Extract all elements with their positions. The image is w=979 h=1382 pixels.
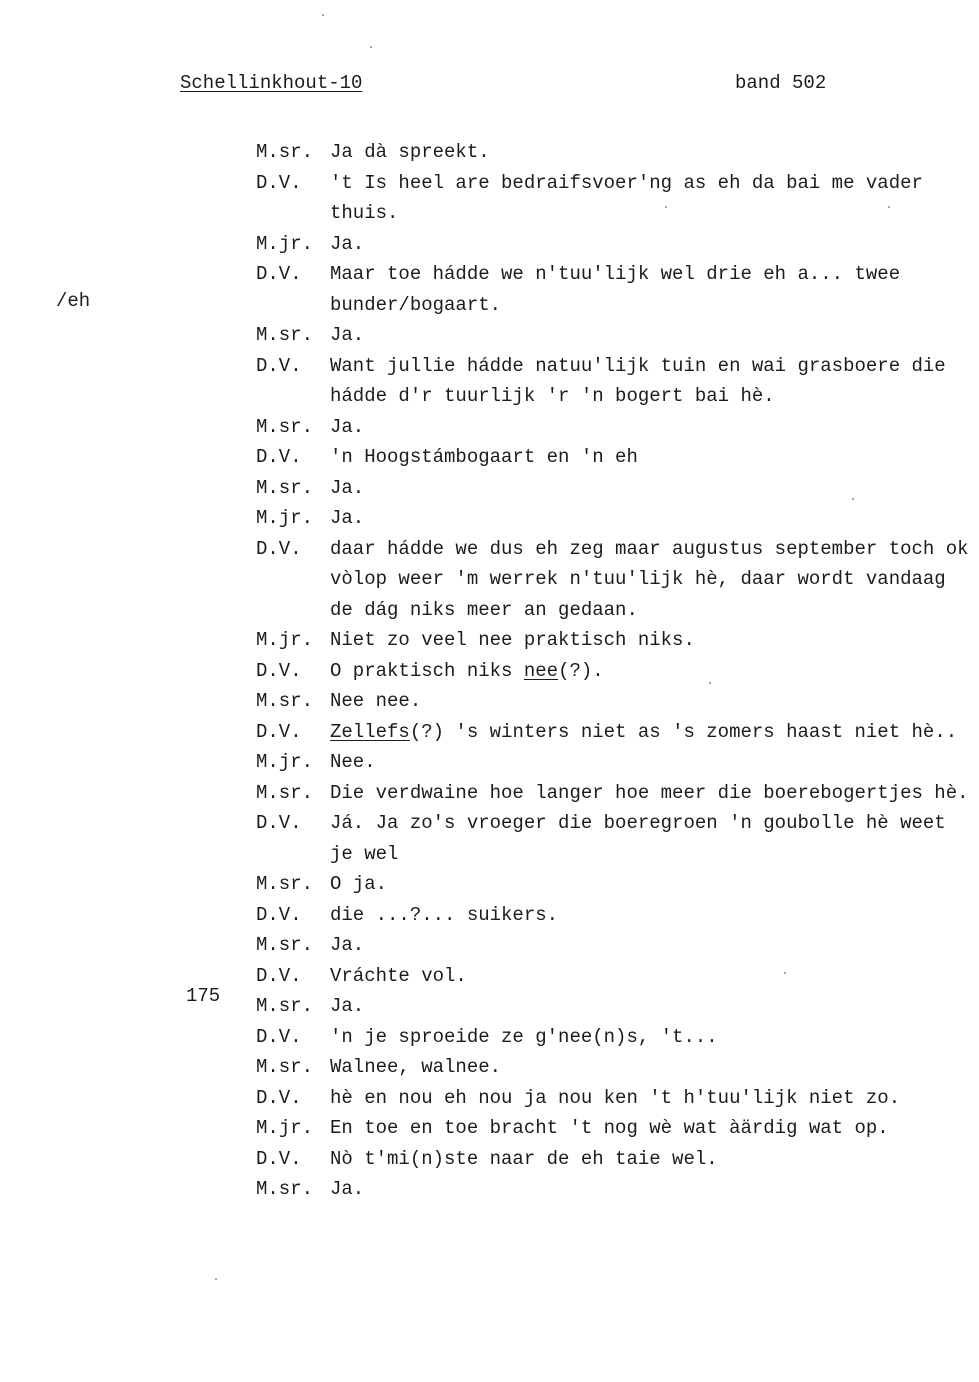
utterance-text bbox=[330, 717, 971, 748]
transcript-turn bbox=[256, 961, 971, 992]
speaker-label: D.V. bbox=[256, 537, 302, 560]
line-number: 175 bbox=[186, 985, 221, 1007]
speaker-label: D.V. bbox=[256, 171, 302, 194]
transcript-turn bbox=[256, 930, 971, 961]
scan-speck bbox=[322, 14, 324, 16]
speaker-label: D.V. bbox=[256, 1147, 302, 1170]
utterance-text: Ja. bbox=[330, 934, 365, 956]
speaker-label: M.jr. bbox=[256, 629, 314, 651]
speaker-label: M.sr. bbox=[256, 873, 314, 895]
scan-speck bbox=[709, 682, 711, 684]
speaker-label: M.sr. bbox=[256, 1056, 314, 1078]
utterance-text: Want jullie hádde natuu'lijk tuin en wai grasboere die hádde d'r tuurlijk 'r 'n bogert bai hè. bbox=[330, 354, 946, 407]
speaker-label: M.sr. bbox=[256, 1178, 314, 1200]
transcript-turn bbox=[256, 1052, 971, 1083]
transcript-turn bbox=[256, 351, 971, 412]
transcript-turn bbox=[256, 1144, 971, 1175]
utterance-text: Nò t'mi(n)ste naar de eh taie wel. bbox=[330, 1147, 718, 1170]
speaker-label: D.V. bbox=[256, 659, 302, 682]
speaker-label: M.sr. bbox=[256, 415, 314, 438]
speaker-label: D.V. bbox=[256, 903, 302, 926]
utterance-text: Já. Ja zo's vroeger die boeregroen 'n goubolle hè weet je wel bbox=[330, 812, 946, 865]
transcript-turn bbox=[256, 686, 971, 717]
utterance-text-post: (?). bbox=[558, 659, 604, 682]
transcript-turn bbox=[256, 137, 971, 168]
transcript-turn bbox=[256, 991, 971, 1022]
utterance-text: Ja. bbox=[330, 476, 365, 499]
transcript-turn bbox=[256, 869, 971, 900]
transcript-turn bbox=[256, 442, 971, 473]
speaker-label: M.sr. bbox=[256, 141, 314, 163]
speaker-label: D.V. bbox=[256, 446, 302, 468]
utterance-text: En toe en toe bracht 't nog wè wat àärdig wat op. bbox=[330, 1117, 889, 1139]
utterance-text: Ja. bbox=[330, 1178, 365, 1200]
scan-speck bbox=[370, 46, 372, 48]
transcript-turn bbox=[256, 747, 971, 778]
transcript-turn bbox=[256, 473, 971, 504]
utterance-text: Nee nee. bbox=[330, 690, 422, 712]
utterance-text: hè en nou eh nou ja nou ken 't h'tuu'lijk niet zo. bbox=[330, 1086, 901, 1109]
speaker-label: D.V. bbox=[256, 1086, 302, 1109]
transcript-turn bbox=[256, 259, 971, 320]
utterance-text: Nee. bbox=[330, 751, 376, 773]
transcript-turn bbox=[256, 1083, 971, 1114]
scan-speck bbox=[784, 972, 786, 974]
speaker-label: M.sr. bbox=[256, 934, 314, 956]
utterance-text: O ja. bbox=[330, 873, 388, 895]
header-left: Schellinkhout-10 bbox=[180, 72, 363, 94]
transcript-turn bbox=[256, 1022, 971, 1053]
utterance-text: Ja. bbox=[330, 324, 365, 346]
utterance-text bbox=[330, 656, 971, 687]
utterance-text: Ja. bbox=[330, 232, 365, 255]
transcript-turn bbox=[256, 320, 971, 351]
margin-note: /eh bbox=[56, 290, 91, 312]
transcript-turn bbox=[256, 1174, 971, 1205]
utterance-text: Maar toe hádde we n'tuu'lijk wel drie eh a... twee bunder/bogaart. bbox=[330, 263, 901, 316]
utterance-text: Walnee, walnee. bbox=[330, 1056, 502, 1078]
transcript-turn bbox=[256, 900, 971, 931]
transcript-turn bbox=[256, 808, 971, 869]
transcript-turn bbox=[256, 503, 971, 534]
speaker-label: M.sr. bbox=[256, 690, 314, 712]
speaker-label: M.jr. bbox=[256, 1117, 314, 1139]
speaker-label: M.sr. bbox=[256, 476, 314, 499]
utterance-text: 'n Hoogstámbogaart en 'n eh bbox=[330, 446, 638, 468]
utterance-text: Ja dà spreekt. bbox=[330, 141, 490, 163]
utterance-text: 't Is heel are bedraifsvoer'ng as eh da bai me vader thuis. bbox=[330, 171, 923, 224]
utterance-underlined: nee bbox=[523, 659, 559, 682]
utterance-text-post: (?) 's winters niet as 's zomers haast niet hè.. bbox=[409, 720, 958, 743]
transcript-turn bbox=[256, 412, 971, 443]
header-right: band 502 bbox=[735, 72, 827, 94]
transcript-turn bbox=[256, 717, 971, 748]
transcript-turn bbox=[256, 229, 971, 260]
speaker-label: M.sr. bbox=[256, 781, 314, 804]
transcript-turn bbox=[256, 778, 971, 809]
utterance-text: Ja. bbox=[330, 415, 365, 438]
speaker-label: D.V. bbox=[256, 1025, 302, 1048]
utterance-underlined: Zellefs bbox=[330, 720, 410, 743]
utterance-text: Ja. bbox=[330, 507, 365, 529]
utterance-text: Niet zo veel nee praktisch niks. bbox=[330, 629, 695, 651]
utterance-text: Die verdwaine hoe langer hoe meer die boerebogertjes hè. bbox=[330, 781, 969, 804]
utterance-text: daar hádde we dus eh zeg maar augustus september toch ok vòlop weer 'm werrek n'tuu'lijk hè, daar wordt vandaag de dág niks meer an gedaan. bbox=[330, 537, 969, 621]
scan-speck bbox=[215, 1278, 217, 1280]
utterance-text: Ja. bbox=[330, 995, 365, 1017]
scan-speck bbox=[888, 206, 890, 208]
transcript-turn bbox=[256, 1113, 971, 1144]
speaker-label: D.V. bbox=[256, 964, 302, 987]
transcript-turn bbox=[256, 656, 971, 687]
transcript-turn bbox=[256, 534, 971, 626]
scan-speck bbox=[665, 206, 667, 208]
speaker-label: D.V. bbox=[256, 263, 302, 285]
speaker-label: M.sr. bbox=[256, 995, 314, 1017]
speaker-label: D.V. bbox=[256, 812, 302, 834]
utterance-text: die ...?... suikers. bbox=[330, 903, 559, 926]
speaker-label: M.jr. bbox=[256, 507, 314, 529]
utterance-text: Vráchte vol. bbox=[330, 964, 467, 987]
transcript-turn bbox=[256, 625, 971, 656]
speaker-label: M.jr. bbox=[256, 751, 314, 773]
speaker-label: M.sr. bbox=[256, 324, 314, 346]
utterance-text-pre: O praktisch niks bbox=[330, 659, 524, 682]
speaker-label: D.V. bbox=[256, 354, 302, 377]
transcript bbox=[256, 137, 971, 1205]
speaker-label: D.V. bbox=[256, 720, 302, 743]
utterance-text: 'n je sproeide ze g'nee(n)s, 't... bbox=[330, 1025, 718, 1048]
speaker-label: M.jr. bbox=[256, 232, 314, 255]
scan-speck bbox=[852, 498, 854, 500]
transcript-turn bbox=[256, 168, 971, 229]
